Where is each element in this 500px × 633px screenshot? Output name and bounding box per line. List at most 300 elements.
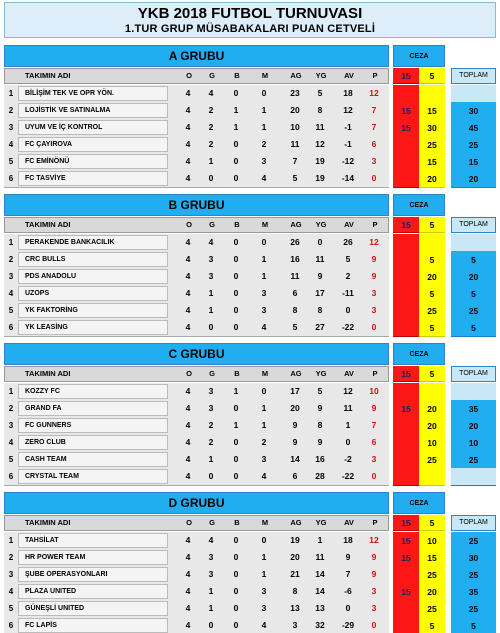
table-row — [4, 383, 389, 401]
ceza-red-cell — [393, 566, 419, 584]
table-row — [4, 251, 389, 269]
stat-av: 0 — [345, 603, 351, 613]
stat-b: 0 — [233, 156, 239, 166]
stat-av: -22 — [341, 322, 355, 332]
group-d — [4, 492, 496, 632]
column-header-team: TAKIMIN ADI — [25, 518, 71, 527]
stat-o: 4 — [185, 386, 191, 396]
stat-yg: 14 — [315, 586, 325, 596]
stat-p: 7 — [371, 105, 377, 115]
stat-m: 3 — [261, 454, 267, 464]
table-row — [4, 617, 389, 633]
toplam-cell: 5 — [451, 285, 496, 303]
stat-yg: 8 — [317, 105, 323, 115]
stat-p: 7 — [371, 122, 377, 132]
stat-av: 1 — [345, 420, 351, 430]
stat-o: 4 — [185, 603, 191, 613]
ceza-red-header: 15 — [393, 68, 419, 84]
stat-yg: 0 — [317, 237, 323, 247]
stat-o: 4 — [185, 454, 191, 464]
column-header-b: B — [234, 518, 240, 527]
stat-av: 12 — [343, 105, 353, 115]
stat-ag: 5 — [292, 322, 298, 332]
stat-b: 0 — [233, 569, 239, 579]
rank-number: 3 — [8, 421, 14, 430]
stat-g: 0 — [208, 173, 214, 183]
stat-o: 4 — [185, 237, 191, 247]
toplam-cell: 35 — [451, 583, 496, 601]
stat-m: 1 — [261, 552, 267, 562]
rank-number: 4 — [8, 438, 14, 447]
ceza-yellow-header: 5 — [419, 68, 445, 84]
column-header-av: AV — [344, 220, 354, 229]
stat-p: 0 — [371, 620, 377, 630]
stat-p: 3 — [371, 288, 377, 298]
stat-o: 4 — [185, 437, 191, 447]
stat-av: -29 — [341, 620, 355, 630]
stat-m: 3 — [261, 586, 267, 596]
stat-p: 9 — [371, 271, 377, 281]
team-name: GRAND FA — [18, 401, 168, 416]
stat-m: 3 — [261, 603, 267, 613]
stat-m: 3 — [261, 156, 267, 166]
stat-o: 4 — [185, 403, 191, 413]
column-header-p: P — [372, 71, 378, 80]
toplam-cell: 10 — [451, 434, 496, 452]
rank-number: 1 — [8, 536, 14, 545]
stat-g: 4 — [208, 535, 214, 545]
stat-ag: 17 — [290, 386, 300, 396]
stat-o: 4 — [185, 254, 191, 264]
stat-m: 1 — [261, 254, 267, 264]
column-header-o: O — [186, 220, 192, 229]
stat-ag: 26 — [290, 237, 300, 247]
toplam-header: TOPLAM — [451, 68, 496, 84]
stat-b: 0 — [233, 254, 239, 264]
team-name: CRC BULLS — [18, 252, 168, 267]
stat-m: 0 — [261, 237, 267, 247]
toplam-cell: 25 — [451, 451, 496, 469]
toplam-cell: 5 — [451, 617, 496, 633]
team-name: YK LEASİNG — [18, 320, 168, 335]
stat-o: 4 — [185, 271, 191, 281]
stat-g: 3 — [208, 403, 214, 413]
table-row — [4, 302, 389, 320]
stat-av: 0 — [345, 305, 351, 315]
table-row — [4, 119, 389, 137]
ceza-yellow-cell: 20 — [419, 170, 445, 188]
table-row — [4, 170, 389, 188]
stat-p: 3 — [371, 156, 377, 166]
rank-number: 2 — [8, 255, 14, 264]
ceza-red-cell: 15 — [393, 119, 419, 137]
stat-b: 0 — [233, 603, 239, 613]
toplam-header: TOPLAM — [451, 366, 496, 382]
table-row — [4, 451, 389, 469]
team-name: PLAZA UNITED — [18, 584, 168, 599]
stat-g: 1 — [208, 454, 214, 464]
column-header-p: P — [372, 518, 378, 527]
stat-yg: 1 — [317, 535, 323, 545]
table-row — [4, 102, 389, 120]
stat-g: 3 — [208, 569, 214, 579]
stat-g: 1 — [208, 603, 214, 613]
rank-number: 4 — [8, 140, 14, 149]
ceza-yellow-cell: 25 — [419, 451, 445, 469]
stat-o: 4 — [185, 471, 191, 481]
table-row — [4, 417, 389, 435]
stat-g: 1 — [208, 586, 214, 596]
stat-o: 4 — [185, 305, 191, 315]
ceza-red-cell — [393, 285, 419, 303]
stat-ag: 7 — [292, 156, 298, 166]
toplam-cell: 35 — [451, 400, 496, 418]
column-header-av: AV — [344, 71, 354, 80]
stat-av: 5 — [345, 254, 351, 264]
ceza-red-cell — [393, 383, 419, 401]
rank-number: 3 — [8, 123, 14, 132]
ceza-yellow-cell: 15 — [419, 153, 445, 171]
stat-b: 0 — [233, 620, 239, 630]
stat-ag: 3 — [292, 620, 298, 630]
column-header-g: G — [209, 369, 215, 378]
ceza-yellow-cell: 25 — [419, 566, 445, 584]
stat-b: 0 — [233, 437, 239, 447]
team-name: PDS ANADOLU — [18, 269, 168, 284]
stat-p: 0 — [371, 322, 377, 332]
group-title: B GRUBU — [4, 194, 389, 216]
stat-p: 3 — [371, 603, 377, 613]
stat-m: 4 — [261, 322, 267, 332]
stat-b: 0 — [233, 173, 239, 183]
column-header-ag: AG — [290, 71, 302, 80]
page-title: YKB 2018 FUTBOL TURNUVASI — [137, 5, 363, 22]
table-row — [4, 234, 389, 252]
stat-o: 4 — [185, 288, 191, 298]
stat-av: 2 — [345, 271, 351, 281]
stat-yg: 12 — [315, 139, 325, 149]
stat-p: 10 — [369, 386, 379, 396]
stat-p: 7 — [371, 420, 377, 430]
column-header-ag: AG — [290, 220, 302, 229]
ceza-yellow-cell: 5 — [419, 285, 445, 303]
stat-av: -11 — [342, 288, 354, 298]
ceza-red-cell — [393, 617, 419, 633]
column-header-team: TAKIMIN ADI — [25, 369, 71, 378]
stat-b: 0 — [233, 535, 239, 545]
stat-p: 9 — [371, 403, 377, 413]
stat-g: 1 — [208, 305, 214, 315]
ceza-yellow-cell: 5 — [419, 251, 445, 269]
stat-yg: 28 — [315, 471, 325, 481]
stat-av: 11 — [343, 403, 353, 413]
stat-yg: 5 — [317, 88, 323, 98]
rank-number: 5 — [8, 604, 14, 613]
team-name: GÜNEŞLİ UNITED — [18, 601, 168, 616]
rank-number: 5 — [8, 157, 14, 166]
rank-number: 3 — [8, 570, 14, 579]
ceza-red-cell — [393, 302, 419, 320]
column-header-row — [4, 68, 389, 84]
table-row — [4, 153, 389, 171]
stat-av: -12 — [341, 156, 355, 166]
stat-b: 1 — [233, 386, 239, 396]
stat-yg: 5 — [317, 386, 323, 396]
toplam-cell: 25 — [451, 532, 496, 550]
stat-b: 0 — [233, 471, 239, 481]
column-header-b: B — [234, 71, 240, 80]
ceza-red-cell — [393, 319, 419, 337]
ceza-red-cell — [393, 136, 419, 154]
ceza-red-cell — [393, 170, 419, 188]
ceza-red-cell — [393, 434, 419, 452]
page-subtitle: 1.TUR GRUP MÜSABAKALARI PUAN CETVELİ — [124, 23, 376, 35]
team-name: HR POWER TEAM — [18, 550, 168, 565]
stat-b: 0 — [233, 403, 239, 413]
page-header — [4, 2, 496, 38]
ceza-red-cell — [393, 234, 419, 252]
stat-b: 1 — [233, 420, 239, 430]
toplam-cell: 20 — [451, 417, 496, 435]
stat-ag: 11 — [290, 271, 300, 281]
ceza-red-cell: 15 — [393, 549, 419, 567]
stat-ag: 13 — [290, 603, 300, 613]
stat-m: 4 — [261, 173, 267, 183]
stat-yg: 9 — [317, 403, 323, 413]
rank-number: 5 — [8, 455, 14, 464]
stat-p: 3 — [371, 454, 377, 464]
stat-av: -1 — [344, 139, 352, 149]
stat-b: 1 — [233, 105, 239, 115]
stat-b: 0 — [233, 586, 239, 596]
stat-ag: 9 — [292, 420, 298, 430]
stat-p: 6 — [371, 437, 377, 447]
ceza-yellow-cell: 30 — [419, 119, 445, 137]
ceza-yellow-cell — [419, 85, 445, 103]
team-name: FC EMİNÖNÜ — [18, 154, 168, 169]
rank-number: 4 — [8, 289, 14, 298]
stat-g: 3 — [208, 271, 214, 281]
column-header-team: TAKIMIN ADI — [25, 71, 71, 80]
stat-ag: 5 — [292, 173, 298, 183]
column-header-yg: YG — [315, 71, 327, 80]
stat-ag: 6 — [292, 288, 298, 298]
stat-p: 6 — [371, 139, 377, 149]
stat-o: 4 — [185, 535, 191, 545]
stat-av: 18 — [343, 88, 353, 98]
stat-o: 4 — [185, 173, 191, 183]
group-c — [4, 343, 496, 483]
stat-o: 4 — [185, 586, 191, 596]
stat-yg: 27 — [315, 322, 325, 332]
team-name: CRYSTAL TEAM — [18, 469, 168, 484]
ceza-yellow-cell — [419, 468, 445, 486]
stat-b: 0 — [233, 237, 239, 247]
stat-g: 2 — [208, 420, 214, 430]
stat-m: 4 — [261, 620, 267, 630]
column-header-row — [4, 515, 389, 531]
column-header-p: P — [372, 369, 378, 378]
team-name: FC LAPİS — [18, 618, 168, 633]
rank-number: 1 — [8, 238, 14, 247]
group-b — [4, 194, 496, 334]
column-header-av: AV — [344, 369, 354, 378]
table-row — [4, 400, 389, 418]
column-header-g: G — [209, 220, 215, 229]
column-header-g: G — [209, 71, 215, 80]
ceza-red-cell — [393, 85, 419, 103]
ceza-yellow-cell: 15 — [419, 549, 445, 567]
table-row — [4, 285, 389, 303]
ceza-red-cell: 15 — [393, 532, 419, 550]
column-header-av: AV — [344, 518, 354, 527]
ceza-yellow-cell: 10 — [419, 434, 445, 452]
stat-g: 4 — [208, 88, 214, 98]
stat-g: 0 — [208, 471, 214, 481]
rank-number: 5 — [8, 306, 14, 315]
ceza-red-cell — [393, 153, 419, 171]
stat-yg: 13 — [315, 603, 325, 613]
stat-yg: 9 — [317, 271, 323, 281]
rank-number: 3 — [8, 272, 14, 281]
stat-g: 2 — [208, 437, 214, 447]
column-header-b: B — [234, 220, 240, 229]
stat-ag: 20 — [290, 552, 300, 562]
stat-m: 4 — [261, 471, 267, 481]
stat-o: 4 — [185, 88, 191, 98]
column-header-yg: YG — [315, 518, 327, 527]
toplam-cell — [451, 468, 496, 486]
stat-o: 4 — [185, 105, 191, 115]
ceza-red-cell: 15 — [393, 400, 419, 418]
team-name: ZERO CLUB — [18, 435, 168, 450]
stat-av: 18 — [343, 535, 353, 545]
stat-o: 4 — [185, 122, 191, 132]
stat-ag: 14 — [290, 454, 300, 464]
toplam-header: TOPLAM — [451, 217, 496, 233]
table-row — [4, 566, 389, 584]
table-row — [4, 85, 389, 103]
stat-m: 1 — [261, 403, 267, 413]
stat-o: 4 — [185, 552, 191, 562]
stat-g: 3 — [208, 386, 214, 396]
rank-number: 2 — [8, 106, 14, 115]
ceza-yellow-cell: 20 — [419, 417, 445, 435]
stat-ag: 21 — [290, 569, 300, 579]
team-name: CASH TEAM — [18, 452, 168, 467]
ceza-yellow-cell: 15 — [419, 102, 445, 120]
stat-m: 1 — [261, 105, 267, 115]
table-row — [4, 600, 389, 618]
ceza-red-cell — [393, 251, 419, 269]
column-header-team: TAKIMIN ADI — [25, 220, 71, 229]
stat-o: 4 — [185, 420, 191, 430]
rank-number: 6 — [8, 621, 14, 630]
stat-av: 9 — [345, 552, 351, 562]
stat-m: 1 — [261, 420, 267, 430]
stat-ag: 11 — [290, 139, 300, 149]
stat-b: 0 — [233, 88, 239, 98]
stat-av: -6 — [344, 586, 352, 596]
group-title: A GRUBU — [4, 45, 389, 67]
toplam-cell — [451, 234, 496, 252]
toplam-cell: 25 — [451, 302, 496, 320]
team-name: UYUM VE İÇ KONTROL — [18, 120, 168, 135]
stat-av: -2 — [344, 454, 352, 464]
stat-ag: 20 — [290, 105, 300, 115]
team-name: PERAKENDE BANKACILIK — [18, 235, 168, 250]
stat-p: 12 — [369, 535, 379, 545]
stat-yg: 9 — [317, 437, 323, 447]
stat-av: 12 — [343, 386, 353, 396]
ceza-red-cell — [393, 468, 419, 486]
column-header-o: O — [186, 518, 192, 527]
ceza-red-header: 15 — [393, 366, 419, 382]
stat-ag: 8 — [292, 305, 298, 315]
stat-p: 3 — [371, 305, 377, 315]
stat-yg: 32 — [315, 620, 325, 630]
stat-av: -22 — [341, 471, 355, 481]
rank-number: 4 — [8, 587, 14, 596]
toplam-cell: 25 — [451, 136, 496, 154]
stat-yg: 16 — [315, 454, 325, 464]
stat-p: 3 — [371, 586, 377, 596]
stat-m: 3 — [261, 288, 267, 298]
stat-b: 0 — [233, 139, 239, 149]
stat-b: 0 — [233, 552, 239, 562]
column-header-row — [4, 217, 389, 233]
rank-number: 6 — [8, 472, 14, 481]
column-header-m: M — [261, 518, 269, 527]
stat-ag: 16 — [290, 254, 300, 264]
toplam-cell: 30 — [451, 102, 496, 120]
stat-p: 9 — [371, 254, 377, 264]
stat-ag: 8 — [292, 586, 298, 596]
column-header-b: B — [234, 369, 240, 378]
stat-m: 1 — [261, 569, 267, 579]
toplam-cell: 45 — [451, 119, 496, 137]
ceza-header: CEZA — [393, 194, 445, 216]
ceza-yellow-header: 5 — [419, 217, 445, 233]
stat-p: 0 — [371, 173, 377, 183]
stat-o: 4 — [185, 620, 191, 630]
rank-number: 1 — [8, 387, 14, 396]
team-name: ŞUBE OPERASYONLARI — [18, 567, 168, 582]
stat-yg: 11 — [315, 254, 325, 264]
stat-b: 0 — [233, 322, 239, 332]
stat-yg: 8 — [317, 305, 323, 315]
stat-b: 1 — [233, 122, 239, 132]
table-row — [4, 136, 389, 154]
rank-number: 6 — [8, 174, 14, 183]
column-header-yg: YG — [315, 220, 327, 229]
column-header-row — [4, 366, 389, 382]
stat-m: 0 — [261, 88, 267, 98]
stat-g: 1 — [208, 288, 214, 298]
team-name: LOJİSTİK VE SATINALMA — [18, 103, 168, 118]
ceza-yellow-cell: 10 — [419, 532, 445, 550]
team-name: FC GUNNERS — [18, 418, 168, 433]
column-header-m: M — [261, 220, 269, 229]
stat-o: 4 — [185, 139, 191, 149]
stat-yg: 11 — [315, 552, 325, 562]
stat-yg: 14 — [315, 569, 325, 579]
stat-p: 0 — [371, 471, 377, 481]
team-name: FC TASVİYE — [18, 171, 168, 186]
ceza-red-cell — [393, 451, 419, 469]
toplam-cell: 20 — [451, 170, 496, 188]
stat-m: 1 — [261, 271, 267, 281]
